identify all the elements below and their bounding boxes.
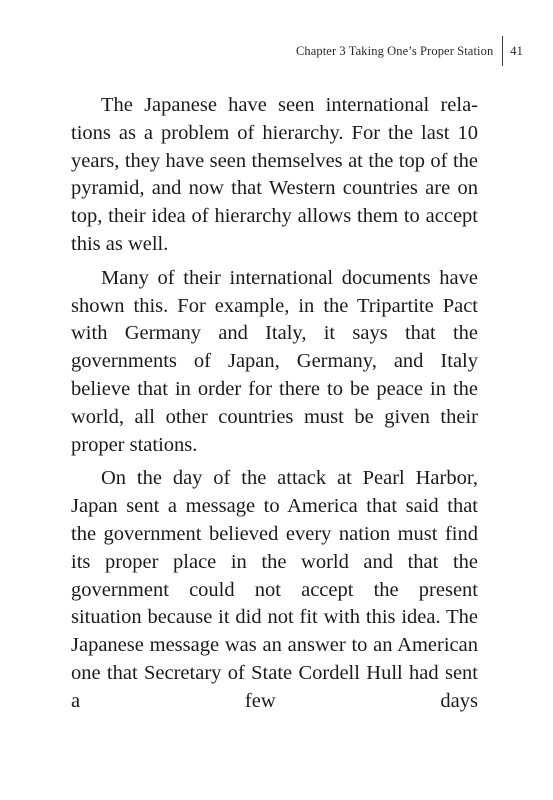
chapter-title: Chapter 3 Taking One’s Proper Station: [295, 43, 494, 58]
paragraph: On the day of the attack at Pearl Harbor, Japan sent a message to America that said that the government believed every nation must find its proper place in the world and that the government could not accept the present situation because it did not fit with this idea. The Japanese message was an answer to an American one that Secretary of State Cordell Hull had sent a few days: [71, 467, 478, 712]
paragraph: Many of their international documents have shown this. For example, in the Tripartite Pact with Germany and Italy, it says that the governments of Japan, Germany, and Italy believe that in order for there to be peace in the world, all other countries must be given their proper stations.: [71, 266, 478, 456]
paragraph: The Japanese have seen international relations as a problem of hierarchy. For the last 10 years, they have seen themselves at the top of the pyramid, and now that Western countries are on top, their idea of hierarchy allows them to accept this as well.: [71, 94, 478, 255]
body-text: [71, 92, 478, 722]
page-number: 41: [510, 43, 523, 58]
running-header: [296, 36, 523, 66]
